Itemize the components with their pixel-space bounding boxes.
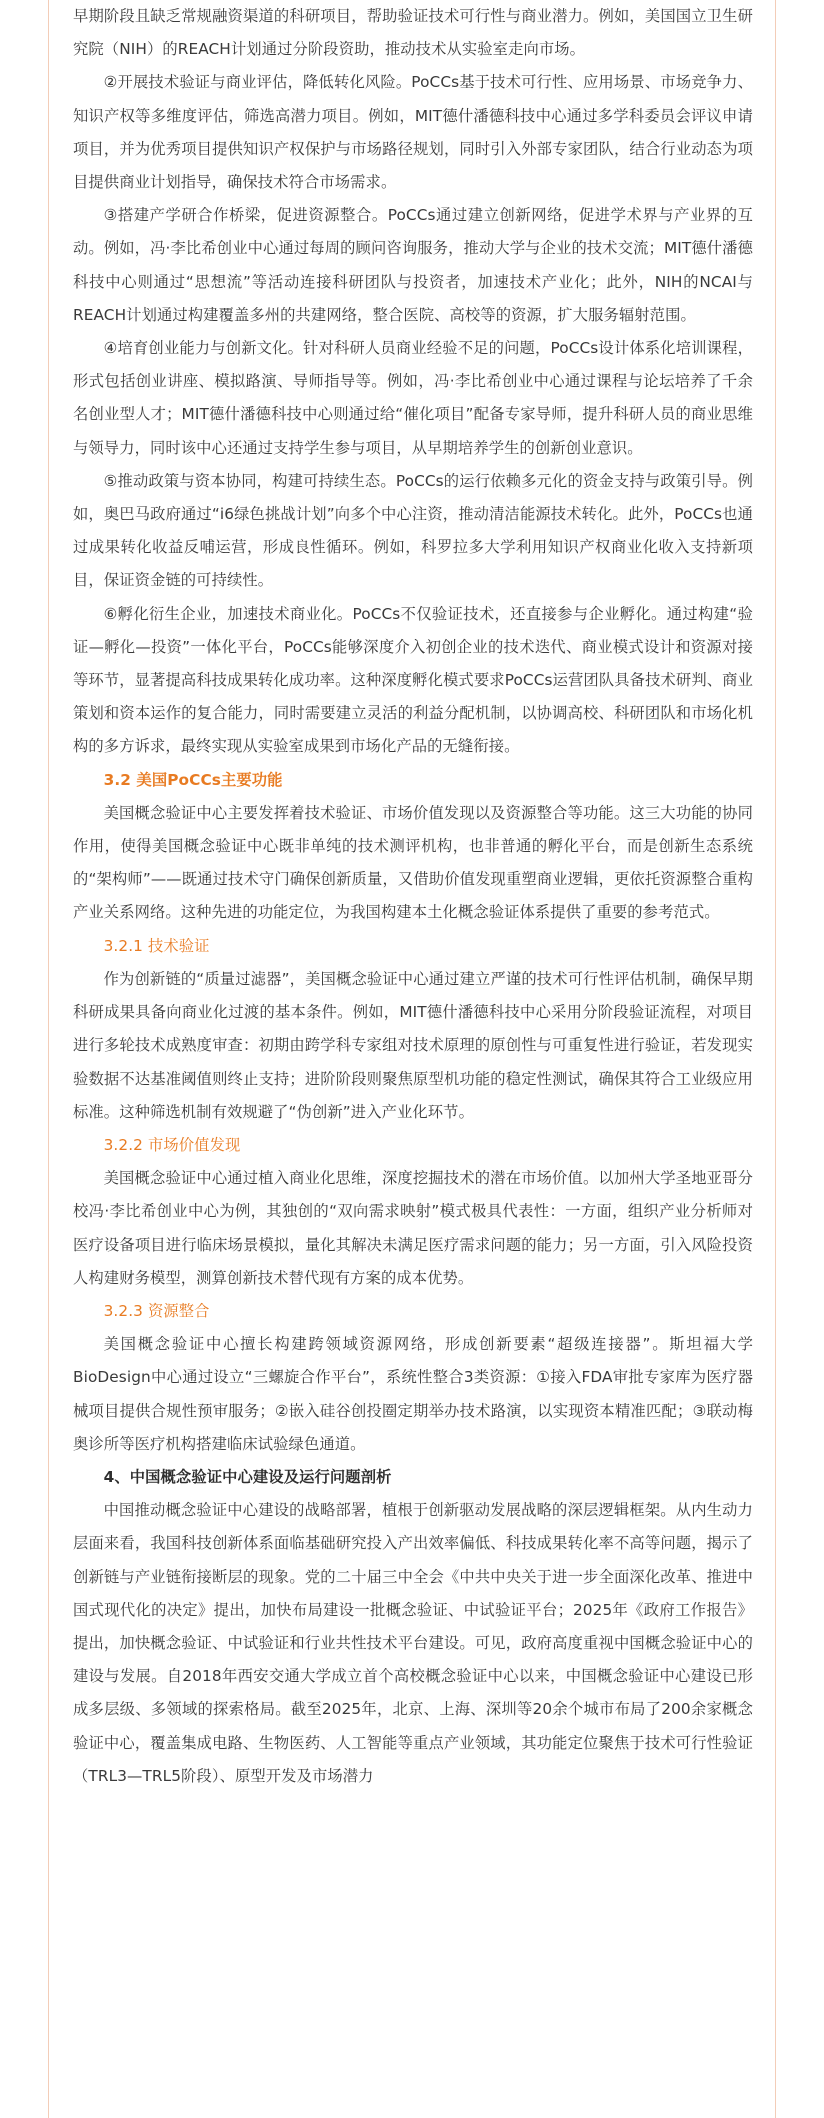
article-body <box>73 0 753 1793</box>
paragraph-function-2: ②开展技术验证与商业评估，降低转化风险。PoCCs基于技术可行性、应用场景、市场竞争力、知识产权等多维度评估，筛选高潜力项目。例如，MIT德什潘德科技中心通过多学科委员会评议申请项目，并为优秀项目提供知识产权保护与市场路径规划，同时引入外部专家团队，结合行业动态为项目提供商业计划指导，确保技术符合市场需求。 <box>73 73 753 192</box>
section-heading-3-2-3: 3.2.3 资源整合 <box>103 1301 210 1320</box>
section-heading-4: 4、中国概念验证中心建设及运行问题剖析 <box>103 1467 392 1486</box>
section-heading-3-2-2: 3.2.2 市场价值发现 <box>103 1135 241 1154</box>
paragraph-function-5: ⑤推动政策与资本协同，构建可持续生态。PoCCs的运行依赖多元化的资金支持与政策引导。例如，奥巴马政府通过“i6绿色挑战计划”向多个中心注资，推动清洁能源技术转化。此外，PoCCs也通过成果转化收益反哺运营，形成良性循环。例如，科罗拉多大学利用知识产权商业化收入支持新项目，保证资金链的可持续性。 <box>73 471 753 590</box>
paragraph-function-6: ⑥孵化衍生企业，加速技术商业化。PoCCs不仅验证技术，还直接参与企业孵化。通过构建“验证—孵化—投资”一体化平台，PoCCs能够深度介入初创企业的技术迭代、商业模式设计和资源对接等环节，显著提高科技成果转化成功率。这种深度孵化模式要求PoCCs运营团队具备技术研判、商业策划和资本运作的复合能力，同时需要建立灵活的利益分配机制，以协调高校、科研团队和市场化机构的多方诉求，最终实现从实验室成果到市场化产品的无缝衔接。 <box>73 604 753 756</box>
paragraph-function-4: ④培育创业能力与创新文化。针对科研人员商业经验不足的问题，PoCCs设计体系化培训课程，形式包括创业讲座、模拟路演、导师指导等。例如，冯·李比希创业中心通过课程与论坛培养了千余名创业型人才；MIT德什潘德科技中心则通过给“催化项目”配备专家导师，提升科研人员的商业思维与领导力，同时该中心还通过支持学生参与项目，从早期培养学生的创新创业意识。 <box>73 339 753 457</box>
article-page <box>48 0 776 2118</box>
section-heading-3-2-1: 3.2.1 技术验证 <box>103 936 210 955</box>
paragraph-3-2-3: 美国概念验证中心擅长构建跨领域资源网络，形成创新要素“超级连接器”。斯坦福大学BioDesign中心通过设立“三螺旋合作平台”，系统性整合3类资源：①接入FDA审批专家库为医疗器械项目提供合规性预审服务；②嵌入硅谷创投圈定期举办技术路演，以实现资本精准匹配；③联动梅奥诊所等医疗机构搭建临床试验绿色通道。 <box>73 1335 753 1453</box>
paragraph-function-3: ③搭建产学研合作桥梁，促进资源整合。PoCCs通过建立创新网络，促进学术界与产业界的互动。例如，冯·李比希创业中心通过每周的顾问咨询服务，推动大学与企业的技术交流；MIT德什潘德科技中心则通过“思想流”等活动连接科研团队与投资者，加速技术产业化；此外，NIH的NCAI与REACH计划通过构建覆盖多州的共建网络，整合医院、高校等的资源，扩大服务辐射范围。 <box>73 206 753 324</box>
paragraph-3-2-2: 美国概念验证中心通过植入商业化思维，深度挖掘技术的潜在市场价值。以加州大学圣地亚哥分校冯·李比希创业中心为例，其独创的“双向需求映射”模式极具代表性：一方面，组织产业分析师对医疗设备项目进行临床场景模拟，量化其解决未满足医疗需求问题的能力；另一方面，引入风险投资人构建财务模型，测算创新技术替代现有方案的成本优势。 <box>73 1169 753 1287</box>
paragraph-reach-intro: 早期阶段且缺乏常规融资渠道的科研项目，帮助验证技术可行性与商业潜力。例如，美国国立卫生研究院（NIH）的REACH计划通过分阶段资助，推动技术从实验室走向市场。 <box>73 7 753 59</box>
paragraph-4-intro: 中国推动概念验证中心建设的战略部署，植根于创新驱动发展战略的深层逻辑框架。从内生动力层面来看，我国科技创新体系面临基础研究投入产出效率偏低、科技成果转化率不高等问题，揭示了创新链与产业链衔接断层的现象。党的二十届三中全会《中共中央关于进一步全面深化改革、推进中国式现代化的决定》提出，加快布局建设一批概念验证、中试验证平台；2025年《政府工作报告》提出，加快概念验证、中试验证和行业共性技术平台建设。可见，政府高度重视中国概念验证中心的建设与发展。自2018年西安交通大学成立首个高校概念验证中心以来，中国概念验证中心建设已形成多层级、多领域的探索格局。截至2025年，北京、上海、深圳等20余个城市布局了200余家概念验证中心，覆盖集成电路、生物医药、人工智能等重点产业领域，其功能定位聚焦于技术可行性验证（TRL3—TRL5阶段）、原型开发及市场潜力 <box>73 1501 753 1785</box>
paragraph-3-2-intro: 美国概念验证中心主要发挥着技术验证、市场价值发现以及资源整合等功能。这三大功能的协同作用，使得美国概念验证中心既非单纯的技术测评机构，也非普通的孵化平台，而是创新生态系统的“架构师”——既通过技术守门确保创新质量，又借助价值发现重塑商业逻辑，更依托资源整合重构产业关系网络。这种先进的功能定位，为我国构建本土化概念验证体系提供了重要的参考范式。 <box>73 803 753 922</box>
section-heading-3-2: 3.2 美国PoCCs主要功能 <box>103 770 283 789</box>
paragraph-3-2-1: 作为创新链的“质量过滤器”，美国概念验证中心通过建立严谨的技术可行性评估机制，确保早期科研成果具备向商业化过渡的基本条件。例如，MIT德什潘德科技中心采用分阶段验证流程，对项目进行多轮技术成熟度审查：初期由跨学科专家组对技术原理的原创性与可重复性进行验证，若发现实验数据不达基准阈值则终止支持；进阶阶段则聚焦原型机功能的稳定性测试，确保其符合工业级应用标准。这种筛选机制有效规避了“伪创新”进入产业化环节。 <box>73 969 753 1121</box>
